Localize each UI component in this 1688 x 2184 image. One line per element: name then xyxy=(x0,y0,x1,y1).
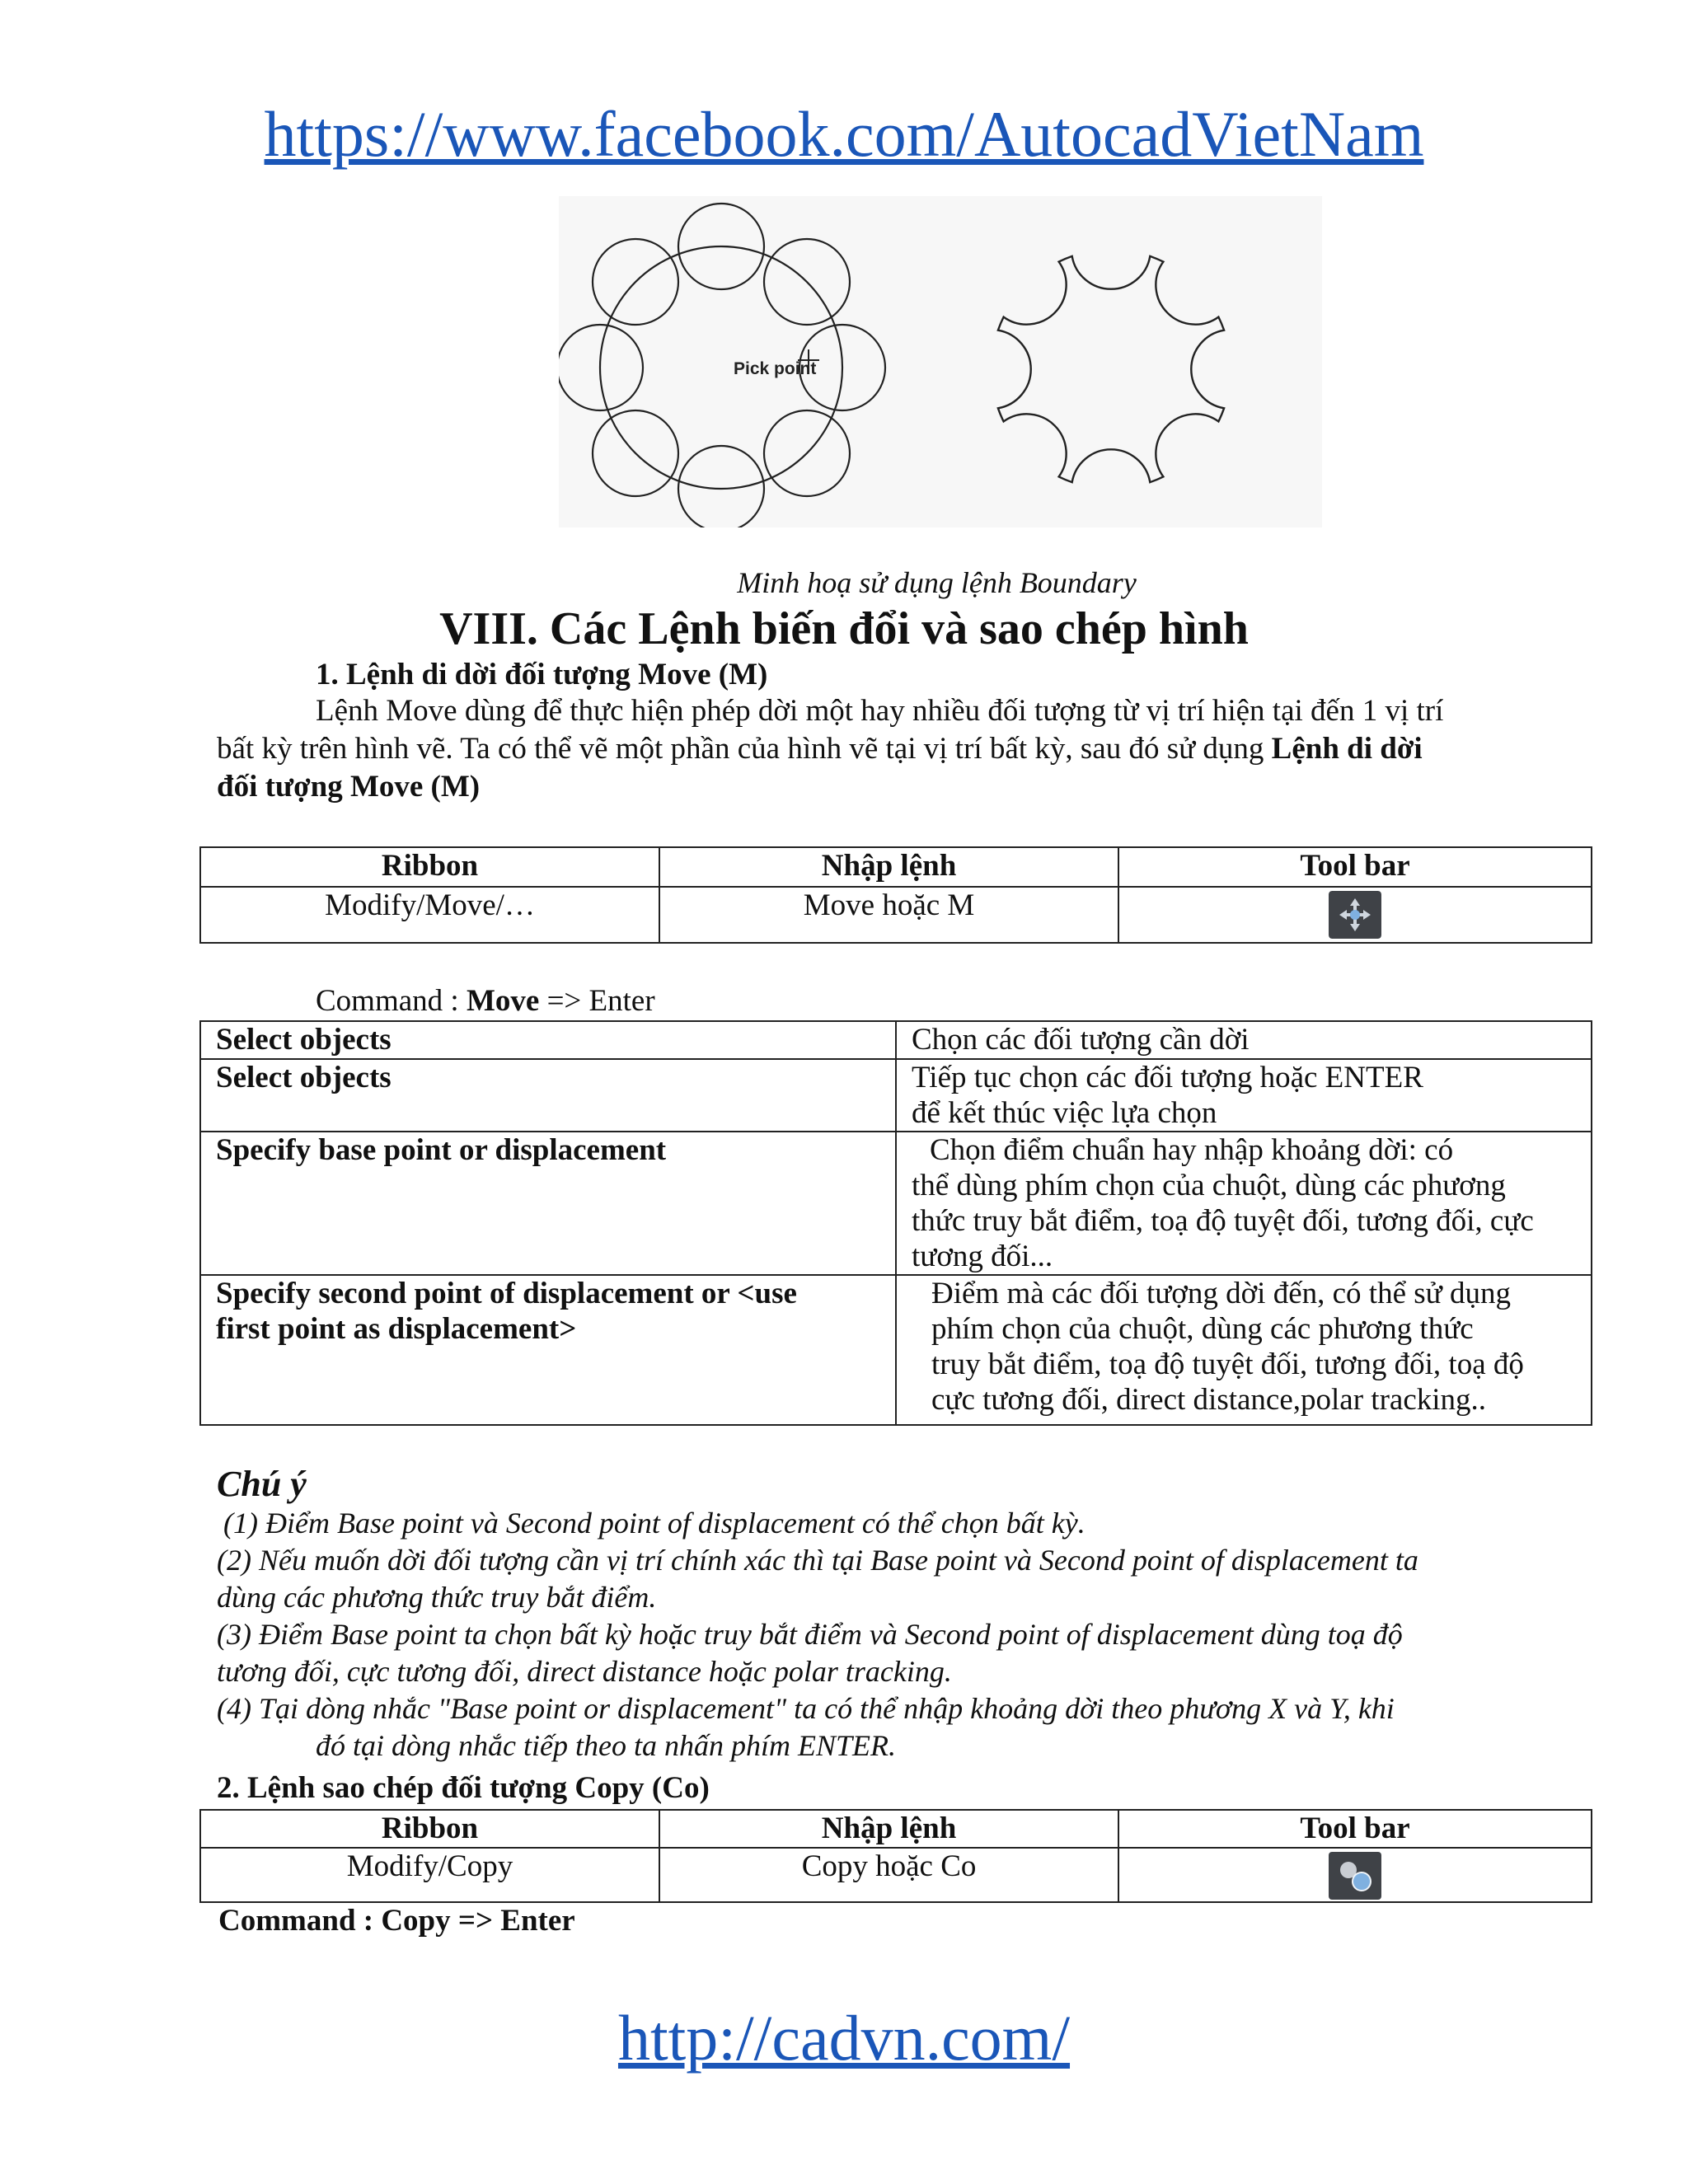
header-link[interactable]: https://www.facebook.com/AutocadVietNam xyxy=(264,98,1424,170)
header-ribbon: Ribbon xyxy=(200,847,659,887)
figure-caption: Minh hoạ sử dụng lệnh Boundary xyxy=(737,566,1137,599)
move-intro-line1: Lệnh Move dùng để thực hiện phép dời một hay nhiều đối tượng từ vị trí hiện tại đến 1 vị trí xyxy=(316,694,1444,728)
move-ribbon-path: Modify/Move/… xyxy=(200,887,659,943)
step-prompt: Specify base point or displacement xyxy=(200,1132,896,1275)
move-steps-table xyxy=(199,1020,1592,1426)
notes-block: (1) Điểm Base point và Second point of displacement có thể chọn bất kỳ. (2) Nếu muốn dời đối tượng cần vị trí chính xác thì tại Base point và Second point of displacement ta dùng các phương thức truy bắt điểm. (3) Điểm Base point ta chọn bất kỳ hoặc truy bắt điểm và Second point of displacement dùng toạ độ tương đối, cực tương đối, direct distance hoặc polar tracking. (4) Tại dòng nhắc "Base point or displacement" ta có thể nhập khoảng dời theo phương X và Y, khi đó tại dòng nhắc tiếp theo ta nhấn phím ENTER. xyxy=(217,1507,1418,1762)
header-toolbar: Tool bar xyxy=(1118,847,1592,887)
copy-command-line: Command : Copy => Enter xyxy=(218,1904,575,1938)
copy-command-input: Copy hoặc Co xyxy=(659,1848,1118,1902)
notes-title: Chú ý xyxy=(217,1464,307,1504)
step-prompt: Select objects xyxy=(200,1021,896,1059)
move-heading: 1. Lệnh di dời đối tượng Move (M) xyxy=(316,658,768,691)
step-desc: Điểm mà các đối tượng dời đến, có thể sử dụng phím chọn của chuột, dùng các phương thức truy bắt điểm, toạ độ tuyệt đối, tương đối, toạ độ cực tương đối, direct distance,polar tracking.. xyxy=(896,1275,1592,1425)
copy-ribbon-table xyxy=(199,1809,1592,1903)
boundary-illustration xyxy=(559,196,1322,527)
header-toolbar: Tool bar xyxy=(1118,1810,1592,1848)
move-intro-line2: bất kỳ trên hình vẽ. Ta có thể vẽ một phần của hình vẽ tại vị trí bất kỳ, sau đó sử dụng Lệnh di dời xyxy=(217,732,1423,766)
step-desc: Chọn các đối tượng cần dời xyxy=(896,1021,1592,1059)
step-prompt: Specify second point of displacement or <use first point as displacement> xyxy=(200,1275,896,1425)
move-toolbar-cell xyxy=(1118,887,1592,943)
move-command-line: Command : Move => Enter xyxy=(316,984,655,1018)
move-ribbon-table xyxy=(199,846,1592,944)
footer-link[interactable]: http://cadvn.com/ xyxy=(617,2002,1071,2074)
copy-toolbar-cell xyxy=(1118,1848,1592,1902)
pick-point-label: Pick point xyxy=(734,359,817,378)
step-prompt: Select objects xyxy=(200,1059,896,1132)
header-command: Nhập lệnh xyxy=(659,1810,1118,1848)
section-title: VIII. Các Lệnh biến đổi và sao chép hình xyxy=(439,603,1249,654)
copy-heading: 2. Lệnh sao chép đối tượng Copy (Co) xyxy=(217,1771,710,1805)
step-desc: Chọn điểm chuẩn hay nhập khoảng dời: có thể dùng phím chọn của chuột, dùng các phương thức truy bắt điểm, toạ độ tuyệt đối, tương đối, cực tương đối... xyxy=(896,1132,1592,1275)
move-intro-line3: đối tượng Move (M) xyxy=(217,770,481,804)
header-ribbon: Ribbon xyxy=(200,1810,659,1848)
header-command: Nhập lệnh xyxy=(659,847,1118,887)
move-icon[interactable] xyxy=(1329,891,1381,939)
move-command-input: Move hoặc M xyxy=(659,887,1118,943)
copy-icon[interactable] xyxy=(1329,1852,1381,1900)
copy-ribbon-path: Modify/Copy xyxy=(200,1848,659,1902)
step-desc: Tiếp tục chọn các đối tượng hoặc ENTER để kết thúc việc lựa chọn xyxy=(896,1059,1592,1132)
